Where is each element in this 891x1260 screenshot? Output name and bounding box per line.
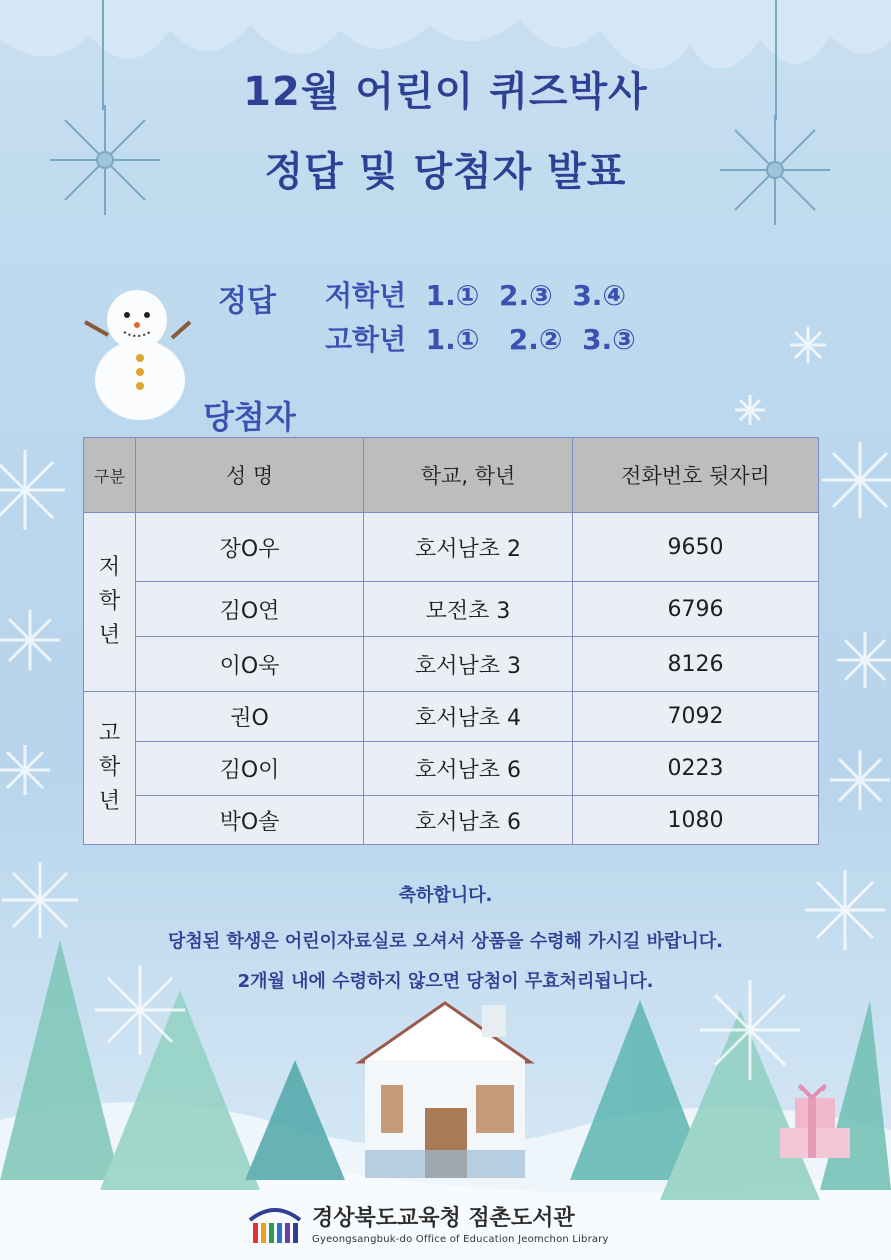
phone-cell: 8126 <box>573 637 819 692</box>
table-row <box>84 582 819 637</box>
table-row <box>84 513 819 582</box>
column-header: 학교, 학년 <box>364 438 573 513</box>
column-header: 전화번호 뒷자리 <box>573 438 819 513</box>
name-cell: 권O <box>136 692 364 742</box>
phone-cell: 7092 <box>573 692 819 742</box>
answer-item: 2.② <box>508 323 563 356</box>
phone-cell: 9650 <box>573 513 819 582</box>
table-row <box>84 742 819 796</box>
column-header: 구분 <box>84 438 136 513</box>
winners-table <box>83 437 819 845</box>
expiry-notice: 2개월 내에 수령하지 않으면 당첨이 무효처리됩니다. <box>237 971 654 992</box>
group-cell <box>84 692 136 845</box>
page-subtitle: 정답 및 당첨자 발표 <box>264 149 627 195</box>
phone-cell: 0223 <box>573 742 819 796</box>
school-cell: 호서남초 2 <box>364 513 573 582</box>
answer-item: 2.③ <box>498 279 553 312</box>
name-cell: 김O연 <box>136 582 364 637</box>
answer-item: 3.③ <box>582 323 636 356</box>
answers-label: 정답 <box>218 284 276 319</box>
answers-row-lower <box>325 274 626 314</box>
school-cell: 호서남초 3 <box>364 637 573 692</box>
name-cell: 이O욱 <box>136 637 364 692</box>
snowman-icon <box>85 290 190 420</box>
answer-item: 1.① <box>425 323 480 356</box>
column-header: 성 명 <box>136 438 364 513</box>
group-cell <box>84 513 136 692</box>
name-cell: 김O이 <box>136 742 364 796</box>
phone-cell: 1080 <box>573 796 819 845</box>
phone-cell: 6796 <box>573 582 819 637</box>
school-cell: 호서남초 6 <box>364 742 573 796</box>
house-icon <box>360 1003 530 1178</box>
footer-org-name-en: Gyeongsangbuk-do Office of Education Jeomchon Library <box>312 1234 609 1245</box>
school-cell: 호서남초 6 <box>364 796 573 845</box>
school-cell: 모전초 3 <box>364 582 573 637</box>
answers-grade: 저학년 <box>325 279 407 312</box>
footer-org-name: 경상북도교육청 점촌도서관 <box>312 1206 575 1231</box>
answer-item: 1.① <box>425 279 480 312</box>
school-cell: 호서남초 4 <box>364 692 573 742</box>
name-cell: 장O우 <box>136 513 364 582</box>
table-row <box>84 796 819 845</box>
group-name: 저 학 년 <box>98 555 121 648</box>
pickup-notice: 당첨된 학생은 어린이자료실로 오셔서 상품을 수령해 가시길 바랍니다. <box>168 931 723 952</box>
congrats-text: 축하합니다. <box>398 885 493 906</box>
group-name: 고 학 년 <box>98 721 121 814</box>
winners-label: 당첨자 <box>203 398 296 436</box>
answers-grade: 고학년 <box>325 323 407 356</box>
answers-row-upper <box>325 318 636 358</box>
page-title: 12월 어린이 퀴즈박사 <box>243 69 648 115</box>
table-row <box>84 692 819 742</box>
name-cell: 박O솔 <box>136 796 364 845</box>
answer-item: 3.④ <box>572 279 627 312</box>
table-header-row <box>84 438 819 513</box>
table-row <box>84 637 819 692</box>
